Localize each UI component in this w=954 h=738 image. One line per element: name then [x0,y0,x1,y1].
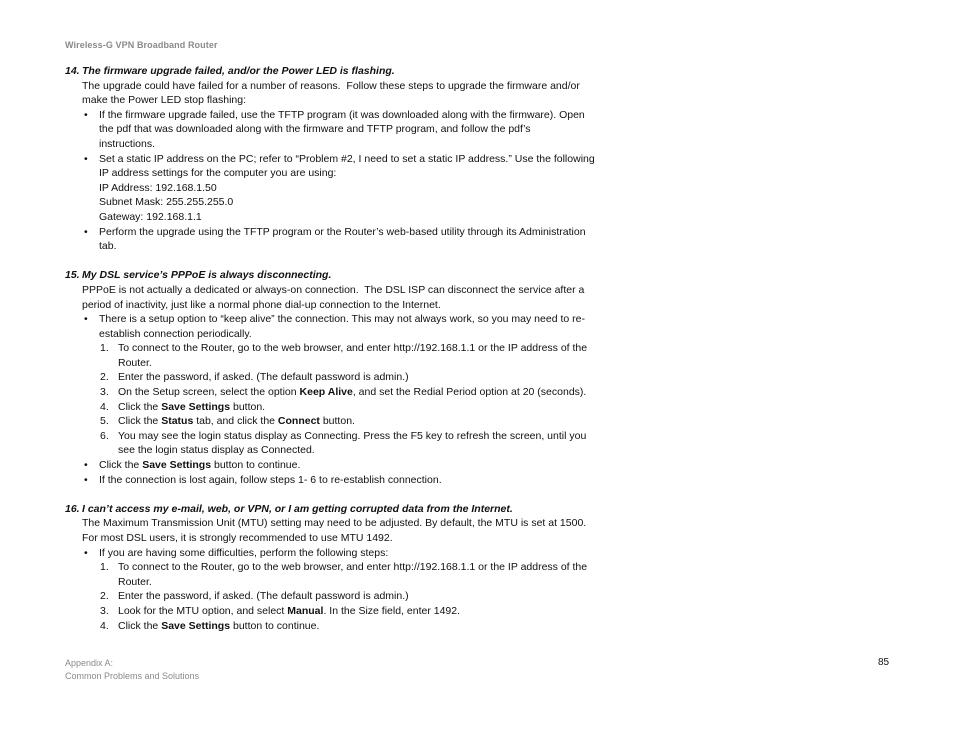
text-run: Router. [118,356,152,369]
problem-heading [65,502,595,517]
numbered-steps [99,560,595,633]
running-footer [65,657,199,682]
step-text-line [118,619,595,634]
troubleshooting-item [65,502,595,633]
bullet-text-line: instructions. [99,137,156,150]
bullet-marker: • [84,108,88,121]
text-run: Click the [118,415,162,428]
step-text-line [118,385,595,400]
text-run: button to continue. [211,459,301,472]
bullet-item [82,458,595,473]
step-item [99,589,595,604]
bullet-item [82,108,595,152]
bullet-text-line: There is a setup option to “keep alive” the connection. This may not always work, so you may need to re- [99,313,585,326]
bullet-text-line: the pdf that was downloaded along with the firmware and TFTP program, and follow the pdf’s [99,123,531,136]
step-text-line [118,589,595,604]
text-run: To connect to the Router, go to the web browser, and enter http://192.168.1.1 or the IP address of the [118,342,588,355]
text-run: button. [230,400,266,413]
step-number: 5. [100,415,109,428]
footer-appendix-title: Common Problems and Solutions [65,670,200,681]
step-item [99,385,595,400]
step-text-line [118,414,595,429]
step-text-line [118,370,595,385]
text-run: Router. [118,575,152,588]
bullet-text-line: Set a static IP address on the PC; refer to “Problem #2, I need to set a static IP address.” Use the following [99,152,595,165]
text-run: see the login status display as Connected. [118,444,315,457]
step-number: 3. [100,604,109,617]
bullet-marker: • [84,313,88,326]
step-number: 4. [100,619,109,632]
text-run: . In the Size field, enter 1492. [323,604,461,617]
text-run: You may see the login status display as Connecting. Press the F5 key to refresh the screen, until you [118,429,587,442]
bold-term: Status [161,415,194,428]
problem-title: My DSL service’s PPPoE is always disconnecting. [82,269,332,282]
bullet-marker: • [84,546,88,559]
bold-term: Save Settings [142,459,212,472]
bullet-text-line [99,458,595,473]
step-item [99,604,595,619]
step-text-line [118,429,595,444]
step-number: 6. [100,429,109,442]
bold-term: Connect [277,415,320,428]
text-run: To connect to the Router, go to the web browser, and enter http://192.168.1.1 or the IP address of the [118,561,588,574]
bullet-text-line: If the connection is lost again, follow steps 1- 6 to re-establish connection. [99,473,442,486]
bullet-text-line: If you are having some difficulties, perform the following steps: [99,546,389,559]
step-text-line [118,341,595,356]
step-item [99,414,595,429]
text-run: Click the [118,400,162,413]
problem-title: The firmware upgrade failed, and/or the Power LED is flashing. [82,65,395,77]
text-run: Enter the password, if asked. (The default password is admin.) [118,371,409,384]
page-number: 85 [878,657,890,668]
text-run: Look for the MTU option, and select [118,604,288,617]
text-run: On the Setup screen, select the option [118,386,300,399]
bold-term: Keep Alive [299,386,353,399]
numbered-steps [99,341,595,458]
text-run: tab, and click the [193,415,278,428]
bullet-item [82,546,595,634]
step-item [99,560,595,589]
troubleshooting-item [65,64,595,254]
problem-title: I can’t access my e-mail, web, or VPN, or I am getting corrupted data from the Internet. [82,502,513,515]
step-text-line [118,575,595,590]
text-run: button. [319,415,355,428]
text-run: Enter the password, if asked. (The default password is admin.) [118,590,409,603]
problem-heading [65,268,595,283]
document-body [65,64,595,633]
text-run: button to continue. [230,619,320,632]
step-number: 2. [100,590,109,603]
problem-description: The Maximum Transmission Unit (MTU) setting may need to be adjusted. By default, the MTU is set at 1500. For most DSL users, it is strongly recommended to use MTU 1492. [82,517,587,544]
bullet-list [65,312,595,487]
step-text-line [118,400,595,415]
footer-appendix-label: Appendix A: [65,658,114,668]
text-run: Click the [118,619,162,632]
text-run: , and set the Redial Period option at 20 (seconds). [352,386,587,399]
bullet-text-line: IP Address: 192.168.1.50 [99,181,217,194]
bullet-list [65,108,595,254]
bullet-item [82,152,595,225]
bullet-item [82,473,595,488]
step-number: 3. [100,386,109,399]
step-item [99,619,595,634]
step-text-line [118,443,595,458]
bullet-item [82,225,595,254]
bullet-text-line: establish connection periodically. [99,327,252,340]
problem-description: The upgrade could have failed for a number of reasons. Follow these steps to upgrade the firmware and/or make the Power LED stop flashing: [82,79,580,107]
bullet-marker: • [84,225,88,238]
bold-term: Save Settings [161,400,231,413]
step-number: 2. [100,371,109,384]
bold-term: Save Settings [161,619,231,632]
bullet-text-line: Subnet Mask: 255.255.255.0 [99,196,234,209]
step-text-line [118,356,595,371]
bullet-text-line: Gateway: 192.168.1.1 [99,210,202,223]
bullet-marker: • [84,473,88,486]
step-item [99,370,595,385]
problem-heading [65,64,595,79]
bullet-text-line: tab. [99,240,117,253]
step-number: 4. [100,400,109,413]
bold-term: Manual [287,604,324,617]
step-number: 1. [100,342,109,355]
step-item [99,400,595,415]
text-run: Click the [99,459,143,472]
step-text-line [118,604,595,619]
bullet-marker: • [84,459,88,472]
bullet-marker: • [84,152,88,165]
bullet-text-line: IP address settings for the computer you are using: [99,167,337,180]
bullet-list [65,546,595,634]
bullet-text-line: If the firmware upgrade failed, use the TFTP program (it was downloaded along with the firmware). Open [99,108,585,121]
problem-number: 16. [65,502,80,515]
step-item [99,341,595,370]
bullet-item [82,312,595,458]
running-header: Wireless-G VPN Broadband Router [65,40,218,50]
bullet-text-line: Perform the upgrade using the TFTP program or the Router’s web-based utility through its Administration [99,225,586,238]
problem-number: 15. [65,269,80,282]
problem-description: PPPoE is not actually a dedicated or always-on connection. The DSL ISP can disconnect the service after a period of inactivity, just like a normal phone dial-up connection to the Internet. [82,283,585,311]
problem-number: 14. [65,65,80,77]
step-text-line [118,560,595,575]
step-item [99,429,595,458]
troubleshooting-item [65,268,595,487]
step-number: 1. [100,561,109,574]
